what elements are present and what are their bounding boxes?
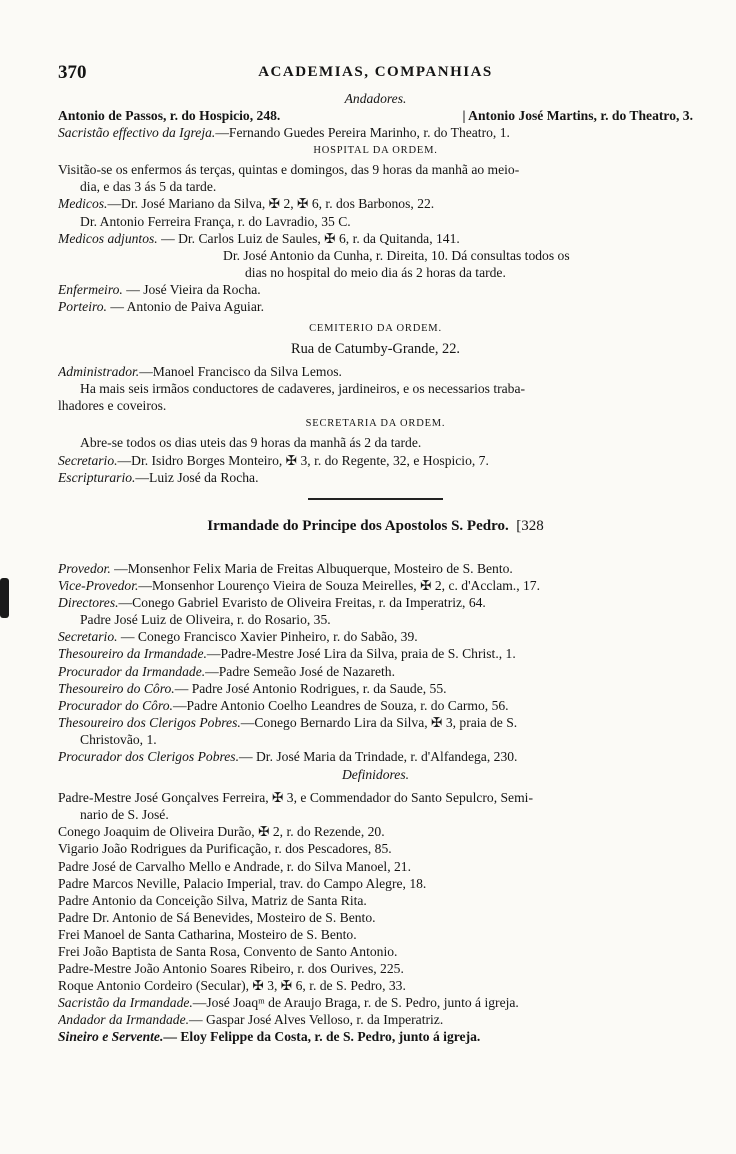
officer-entry [58, 594, 693, 611]
definidor-entry: Frei Manoel de Santa Catharina, Mosteiro de S. Bento. [58, 926, 357, 942]
closing-entry [58, 1028, 693, 1045]
irmandade-heading [58, 514, 693, 538]
definidor-entry: Padre-Mestre José Gonçalves Ferreira, ✠ 3, e Commendador do Santo Sepulcro, Semi- [58, 790, 533, 806]
role-label: Sineiro e Servente. [58, 1029, 164, 1045]
binding-edge-mark [0, 578, 9, 618]
definidor-entry: Padre-Mestre João Antonio Soares Ribeiro, r. dos Ourives, 225. [58, 961, 404, 977]
entry-text: — Conego Francisco Xavier Pinheiro, r. do Sabão, 39. [117, 629, 418, 645]
role-label: Enfermeiro. [58, 281, 123, 297]
role-label: Thesoureiro do Côro. [58, 680, 175, 696]
cemiterio-note: Ha mais seis irmãos conductores de cadaveres, jardineiros, e os necessarios traba- [80, 381, 526, 397]
running-head: ACADEMIAS, COMPANHIAS [258, 64, 493, 80]
adjuntos-entry-cont: dias no hospital do meio dia ás 2 horas da tarde. [245, 264, 506, 280]
definidor-entry: Conego Joaquim de Oliveira Durão, ✠ 2, r. do Rezende, 20. [58, 824, 385, 840]
role-label: Secretario. [58, 452, 118, 468]
andador-1: Antonio de Passos, r. do Hospicio, 248. [58, 108, 281, 124]
role-label: Medicos. [58, 196, 108, 212]
closing-entry [58, 994, 693, 1011]
definidor-entry: Padre Dr. Antonio de Sá Benevides, Mosteiro de S. Bento. [58, 909, 376, 925]
adjuntos-entry [58, 230, 693, 247]
entry-text: —Monsenhor Lourenço Vieira de Souza Meirelles, ✠ 2, c. d'Acclam., 17. [138, 578, 540, 594]
section-divider [308, 498, 443, 500]
officer-entry [58, 697, 693, 714]
sacristao-entry [58, 124, 693, 141]
definidor-entry: Frei João Baptista de Santa Rosa, Convento de Santo Antonio. [58, 943, 398, 959]
irmandade-ref: [328 [516, 517, 544, 534]
role-label: Procurador do Côro. [58, 697, 173, 713]
page-header [58, 62, 693, 86]
entry-text: —Conego Bernardo Lira da Silva, ✠ 3, praia de S. [240, 714, 518, 730]
andadores-heading: Andadores. [344, 91, 407, 106]
secretario-entry [58, 452, 693, 469]
andadores-entry [58, 107, 693, 124]
escripturario-entry [58, 469, 693, 486]
definidores-heading: Definidores. [341, 767, 410, 783]
irmandade-section [58, 548, 693, 1046]
porteiro-entry [58, 298, 693, 315]
entry-text: — José Vieira da Rocha. [122, 281, 261, 297]
role-label: Thesoureiro da Irmandade. [58, 646, 207, 662]
hospital-visits-line: dia, e das 3 ás 5 da tarde. [80, 179, 217, 195]
entry-text: —José Joaqᵐ de Araujo Braga, r. de S. Pedro, junto á igreja. [192, 995, 519, 1011]
entry-text: —Monsenhor Felix Maria de Freitas Albuquerque, Mosteiro de S. Bento. [110, 561, 513, 576]
entry-text: — Antonio de Paiva Aguiar. [106, 299, 265, 315]
irmandade-title: Irmandade do Principe dos Apostolos S. Pedro. [207, 517, 509, 534]
officer-entry-cont: Padre José Luiz de Oliveira, r. do Rosario, 35. [80, 612, 331, 628]
entry-text: — Dr. Carlos Luiz de Saules, ✠ 6, r. da Quitanda, 141. [157, 230, 460, 246]
page-number: 370 [58, 62, 87, 83]
role-label: Sacristão effectivo da Igreja. [58, 125, 216, 141]
hospital-visits-line: Visitão-se os enfermos ás terças, quintas e domingos, das 9 horas da manhã ao meio- [58, 162, 520, 178]
hospital-heading: HOSPITAL DA ORDEM. [313, 145, 438, 157]
officer-entry [58, 714, 693, 731]
role-label: Administrador. [58, 364, 140, 380]
andador-2: | Antonio José Martins, r. do Theatro, 3. [462, 108, 693, 124]
role-label: Escripturario. [58, 469, 136, 485]
definidor-entry: Padre José de Carvalho Mello e Andrade, r. do Silva Manoel, 21. [58, 858, 411, 874]
officer-entry [58, 560, 693, 577]
role-label: Secretario. [58, 629, 118, 645]
enfermeiro-entry [58, 281, 693, 298]
entry-text: — Gaspar José Alves Velloso, r. da Imperatriz. [189, 1012, 444, 1028]
definidor-entry: Roque Antonio Cordeiro (Secular), ✠ 3, ✠ 6, r. de S. Pedro, 33. [58, 978, 406, 994]
officer-entry [58, 663, 693, 680]
entry-text: —Dr. José Mariano da Silva, ✠ 2, ✠ 6, r. dos Barbonos, 22. [107, 196, 435, 212]
definidor-entry: Vigario João Rodrigues da Purificação, r. dos Pescadores, 85. [58, 841, 392, 857]
cemiterio-address: Rua de Catumby-Grande, 22. [290, 341, 461, 358]
cemiterio-heading: CEMITERIO DA ORDEM. [309, 323, 442, 335]
definidor-entry: Padre Antonio da Conceição Silva, Matriz de Santa Rita. [58, 892, 367, 908]
administrador-entry [58, 363, 693, 380]
medicos-entry [58, 195, 693, 212]
role-label: Andador da Irmandade. [58, 1012, 190, 1028]
entry-text: —Conego Gabriel Evaristo de Oliveira Freitas, r. da Imperatriz, 64. [118, 595, 486, 611]
entry-text: — Padre José Antonio Rodrigues, r. da Saude, 55. [174, 680, 447, 696]
definidor-entry: Padre Marcos Neville, Palacio Imperial, trav. do Campo Alegre, 18. [58, 875, 427, 891]
officer-entry [58, 628, 693, 645]
adjuntos-entry-cont: Dr. José Antonio da Cunha, r. Direita, 10. Dá consultas todos os [223, 247, 570, 263]
role-label: Vice-Provedor. [58, 578, 139, 594]
role-label: Procurador dos Clerigos Pobres. [58, 749, 239, 765]
entry-text: —Dr. Isidro Borges Monteiro, ✠ 3, r. do Regente, 32, e Hospicio, 7. [117, 452, 489, 468]
entry-text: —Padre Antonio Coelho Leandres de Souza, r. do Carmo, 56. [172, 697, 509, 713]
role-label: Directores. [58, 595, 119, 611]
entry-text: —Manoel Francisco da Silva Lemos. [139, 364, 342, 380]
entry-text: —Luiz José da Rocha. [135, 469, 259, 485]
ordem-section [58, 90, 693, 538]
entry-text: —Padre-Mestre José Lira da Silva, praia de S. Christ., 1. [206, 646, 516, 662]
role-label: Thesoureiro dos Clerigos Pobres. [58, 714, 241, 730]
officer-entry-cont: Christovão, 1. [80, 731, 157, 747]
entry-text: —Padre Semeão José de Nazareth. [205, 663, 396, 679]
officer-entry [58, 645, 693, 662]
cemiterio-note-cont: lhadores e coveiros. [58, 398, 167, 414]
medicos-entry-cont: Dr. Antonio Ferreira França, r. do Lavradio, 35 C. [80, 213, 351, 229]
role-label: Procurador da Irmandade. [58, 663, 206, 679]
entry-text: — Dr. José Maria da Trindade, r. d'Alfandega, 230. [239, 749, 518, 765]
role-label: Medicos adjuntos. [58, 230, 158, 246]
closing-entry [58, 1011, 693, 1028]
role-label: Provedor. [58, 561, 111, 576]
officer-entry [58, 748, 693, 765]
secretaria-heading: SECRETARIA DA ORDEM. [305, 418, 446, 430]
role-label: Sacristão da Irmandade. [58, 995, 193, 1011]
definidor-entry-cont: nario de S. José. [80, 807, 169, 823]
entry-text: —Fernando Guedes Pereira Marinho, r. do Theatro, 1. [215, 125, 510, 141]
secretaria-hours: Abre-se todos os dias uteis das 9 horas da manhã ás 2 da tarde. [80, 435, 422, 451]
entry-text: — Eloy Felippe da Costa, r. de S. Pedro, junto á igreja. [163, 1029, 481, 1045]
role-label: Porteiro. [58, 299, 107, 315]
officer-entry [58, 577, 693, 594]
officer-entry [58, 680, 693, 697]
